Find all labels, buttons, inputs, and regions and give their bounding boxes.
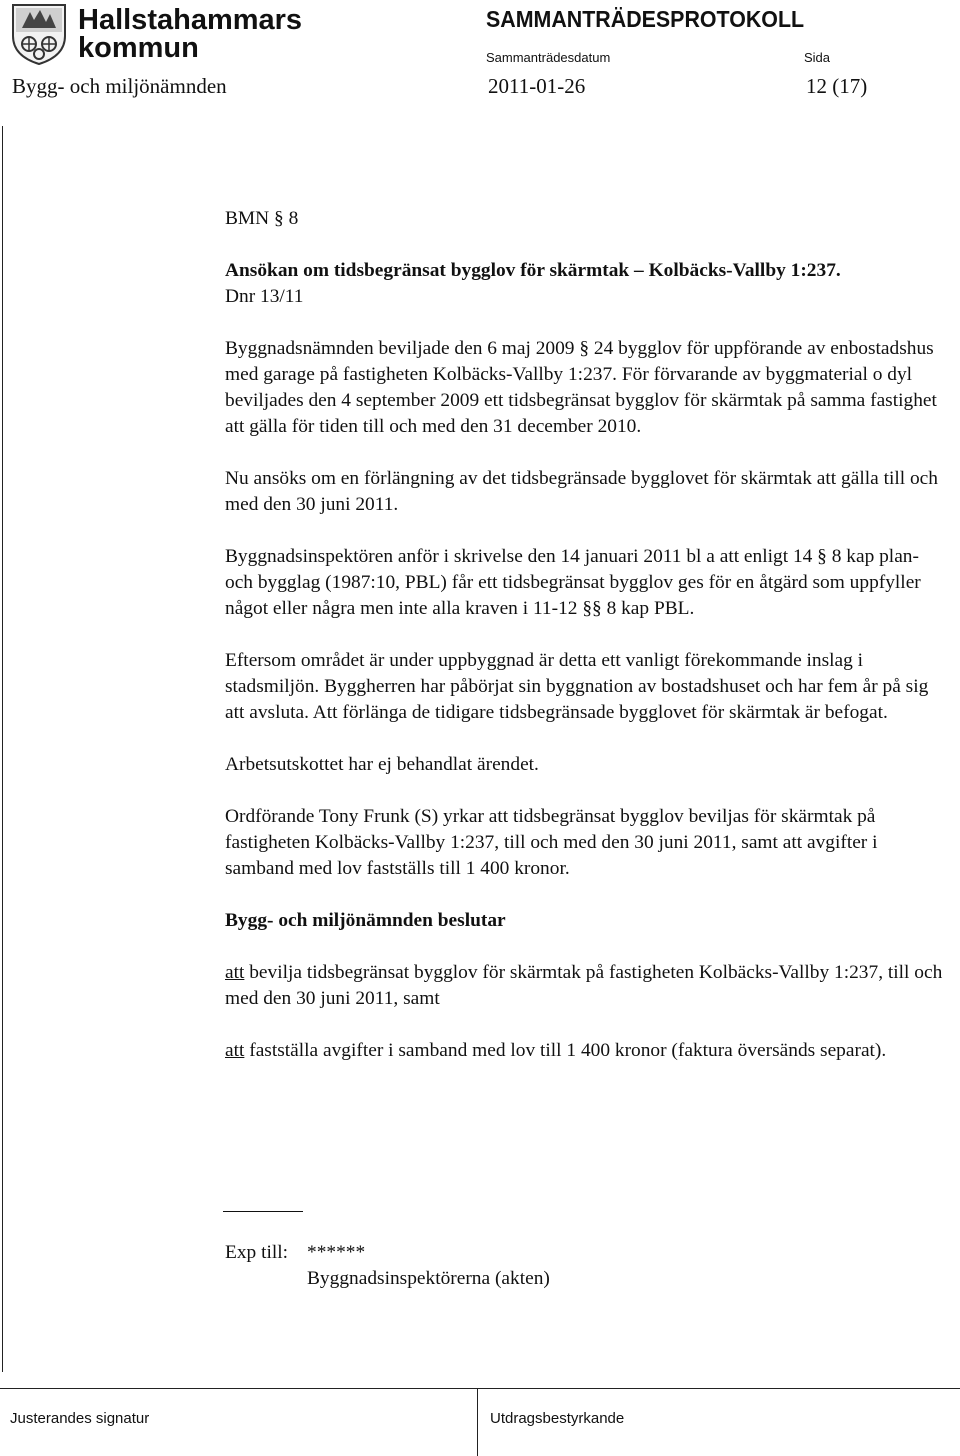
case-dnr: Dnr 13/11 — [225, 286, 304, 307]
decision-text-1: bevilja tidsbegränsat bygglov för skärmtak på fastigheten Kolbäcks-Vallby 1:237, till och med den 30 juni 2011, samt — [225, 962, 943, 1009]
meeting-date: 2011-01-26 — [488, 74, 586, 98]
decision-att-1: att — [225, 962, 245, 983]
decision-text-2: fastställa avgifter i samband med lov till 1 400 kronor (faktura översänds separat). — [244, 1040, 887, 1061]
footer-divider — [477, 1388, 478, 1456]
decision-heading: Bygg- och miljönämnden beslutar — [225, 910, 506, 931]
paragraph-application: Nu ansöks om en förlängning av det tidsbegränsade bygglovet för skärmtak att gälla till och med den 30 juni 2011. — [225, 468, 938, 515]
page-number: 12 (17) — [806, 74, 868, 98]
paragraph-background: Byggnadsnämnden beviljade den 6 maj 2009 § 24 bygglov för uppförande av enbostadshus med garage på fastigheten Kolbäcks-Vallby 1:237. För förvarande av byggmaterial o dyl beviljades den 4 september 2009 ett tidsbegränsat bygglov för skärmtak på samma fastighet att gälla för tiden till och med den 31 december 2010. — [225, 338, 937, 437]
extract-certification-label: Utdragsbestyrkande — [490, 1410, 625, 1427]
paragraph-chair-motion: Ordförande Tony Frunk (S) yrkar att tidsbegränsat bygglov beviljas för skärmtak på fastigheten Kolbäcks-Vallby 1:237, till och med den 30 juni 2011, samt att avgifter i samband med lov fastställs till 1 400 kronor. — [225, 806, 878, 879]
paragraph-motivation: Eftersom området är under uppbyggnad är detta ett vanligt förekommande inslag i stadsmiljön. Byggherren har påbörjat sin byggnation av bostadshuset och har fem år på sig att avsluta. Att förlänga de tidigare tidsbegränsade bygglovet för skärmtak är befogat. — [225, 650, 929, 723]
distribution-stars: ****** — [307, 1242, 366, 1263]
signature-field-label: Justerandes signatur — [10, 1410, 150, 1427]
decision-att-2: att — [225, 1040, 245, 1061]
separator-line — [223, 1211, 303, 1212]
date-label: Sammanträdesdatum — [486, 50, 611, 65]
page-label: Sida — [804, 50, 831, 65]
protocol-body — [225, 206, 951, 1064]
footer-rule — [0, 1388, 960, 1389]
case-number: BMN § 8 — [225, 208, 299, 229]
logo-text-line1: Hallstahammars — [78, 4, 303, 36]
margin-rule — [2, 126, 3, 1372]
document-title: SAMMANTRÄDESPROTOKOLL — [486, 6, 805, 32]
decision-item-2 — [225, 1038, 951, 1064]
logo-text-line2: kommun — [78, 32, 199, 64]
committee-name: Bygg- och miljönämnden — [12, 74, 227, 98]
distribution-recipient: Byggnadsinspektörerna (akten) — [307, 1268, 550, 1289]
paragraph-working-committee: Arbetsutskottet har ej behandlat ärendet. — [225, 754, 539, 775]
coat-of-arms-icon — [10, 2, 68, 66]
case-title: Ansökan om tidsbegränsat bygglov för skärmtak – Kolbäcks-Vallby 1:237. — [225, 260, 841, 281]
decision-item-1 — [225, 960, 951, 1012]
distribution-label: Exp till: — [225, 1242, 289, 1263]
municipality-logo — [10, 2, 303, 68]
paragraph-inspector: Byggnadsinspektören anför i skrivelse den 14 januari 2011 bl a att enligt 14 § 8 kap plan- och bygglag (1987:10, PBL) får ett tidsbegränsat bygglov ges för en åtgärd som uppfyller något eller några men inte alla kraven i 11-12 §§ 8 kap PBL. — [225, 546, 921, 619]
